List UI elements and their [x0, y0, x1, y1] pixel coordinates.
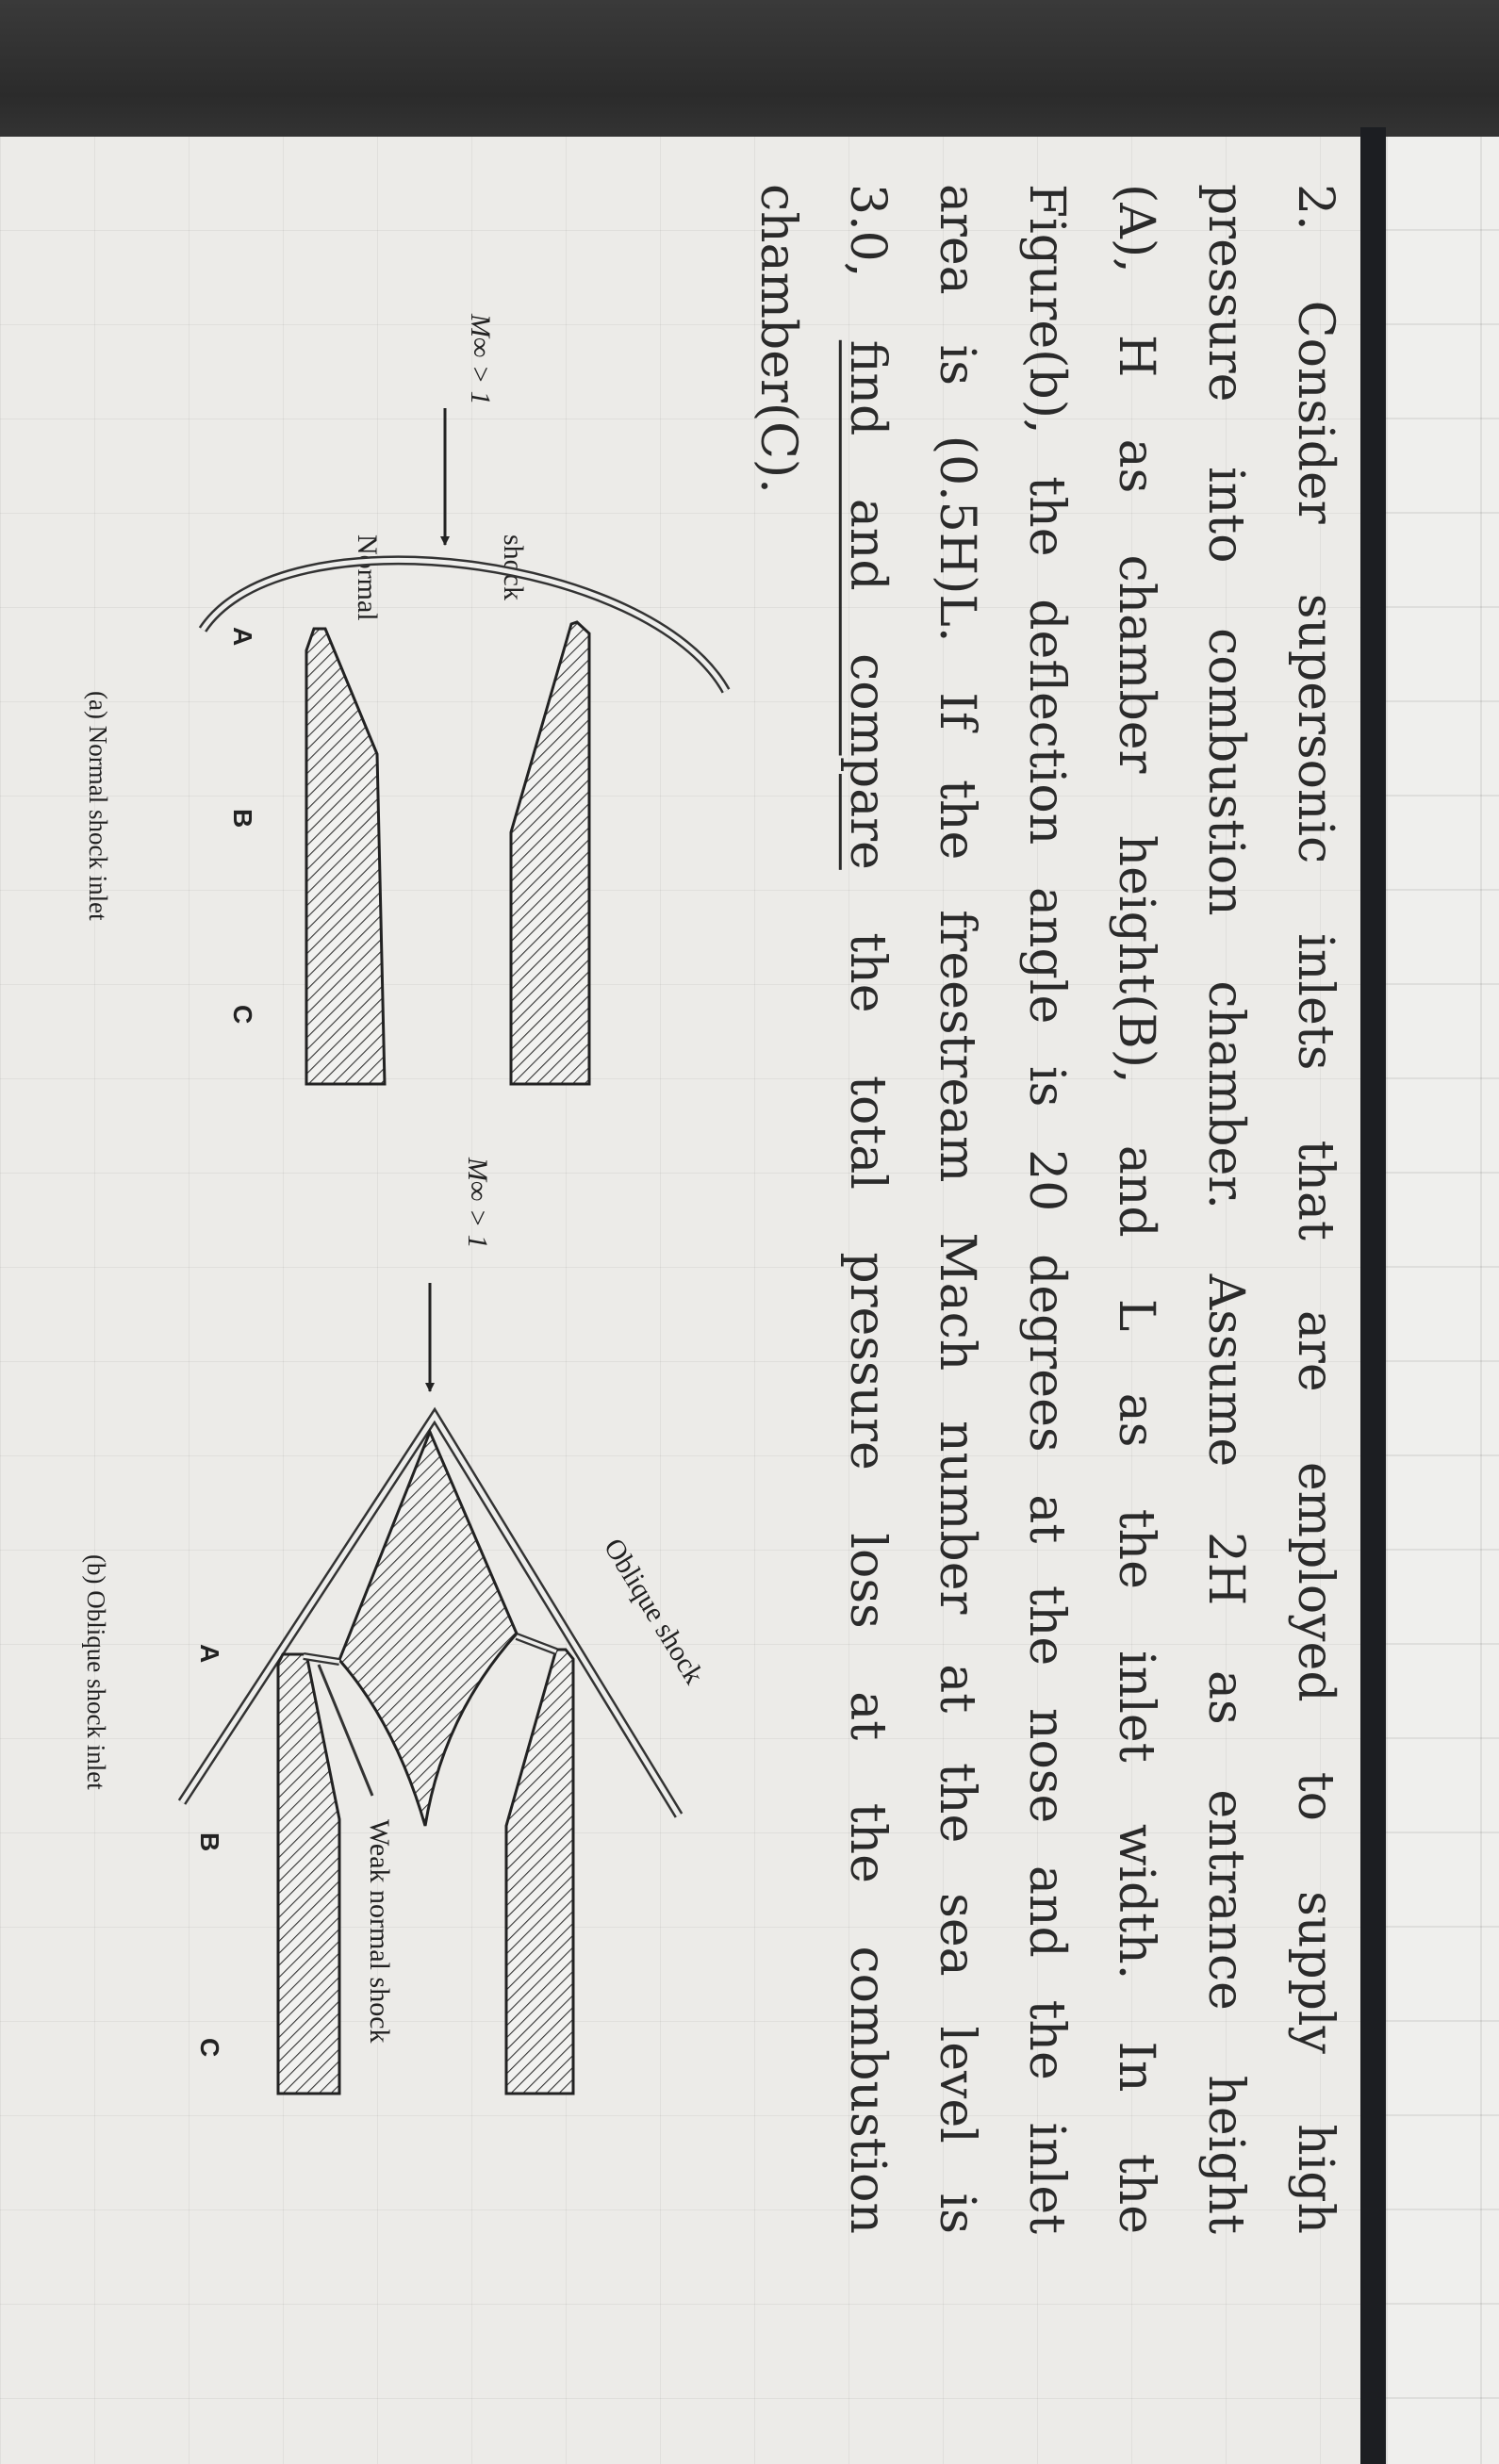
problem-line: 2. Consider supersonic inlets that are employed to supply high — [1287, 184, 1343, 2234]
normal-label: Normal — [352, 534, 383, 621]
station-c-label: C — [228, 1005, 257, 1025]
figure-b-oblique-shock-inlet — [82, 1157, 710, 2094]
upper-cowl — [506, 1650, 573, 2094]
station-b-label: B — [228, 809, 257, 829]
station-a-label: A — [195, 1644, 224, 1664]
figure-a-caption: (a) Normal shock inlet — [84, 691, 112, 921]
weak-normal-shock-label: Weak normal shock — [364, 1819, 395, 2044]
figure-a-normal-shock-inlet — [84, 313, 726, 1084]
station-b-label: B — [195, 1832, 224, 1852]
problem-line: (A), H as chamber height(B), and L as the inlet width. In the — [1108, 184, 1164, 2234]
line-suffix: the total pressure loss at the combustion — [839, 869, 896, 2234]
lower-cowl — [306, 629, 385, 1084]
normal-shock — [203, 560, 726, 691]
line-prefix: 3.0, — [839, 184, 896, 340]
underlined-instruction: find and compare — [839, 339, 896, 870]
upper-cowl — [511, 622, 589, 1084]
center-body — [339, 1432, 517, 1826]
figure-b-caption: (b) Oblique shock inlet — [82, 1554, 110, 1790]
mach-label: M∞ > 1 — [465, 314, 496, 405]
station-a-label: A — [228, 627, 257, 647]
problem-line: pressure into combustion chamber. Assume 2H as entrance height — [1197, 184, 1254, 2234]
lower-cowl — [278, 1654, 339, 2094]
problem-line: area is (0.5H)L. If the freestream Mach number at the sea level is — [929, 184, 985, 2234]
oblique-shock-label: Oblique shock — [598, 1533, 710, 1690]
shock-label: shock — [498, 534, 529, 600]
mach-label: M∞ > 1 — [462, 1158, 493, 1249]
problem-line: chamber(C). — [750, 184, 806, 494]
station-c-label: C — [195, 2038, 224, 2058]
problem-line: Figure(b), the deflection angle is 20 degrees at the nose and the inlet — [1018, 184, 1075, 2234]
